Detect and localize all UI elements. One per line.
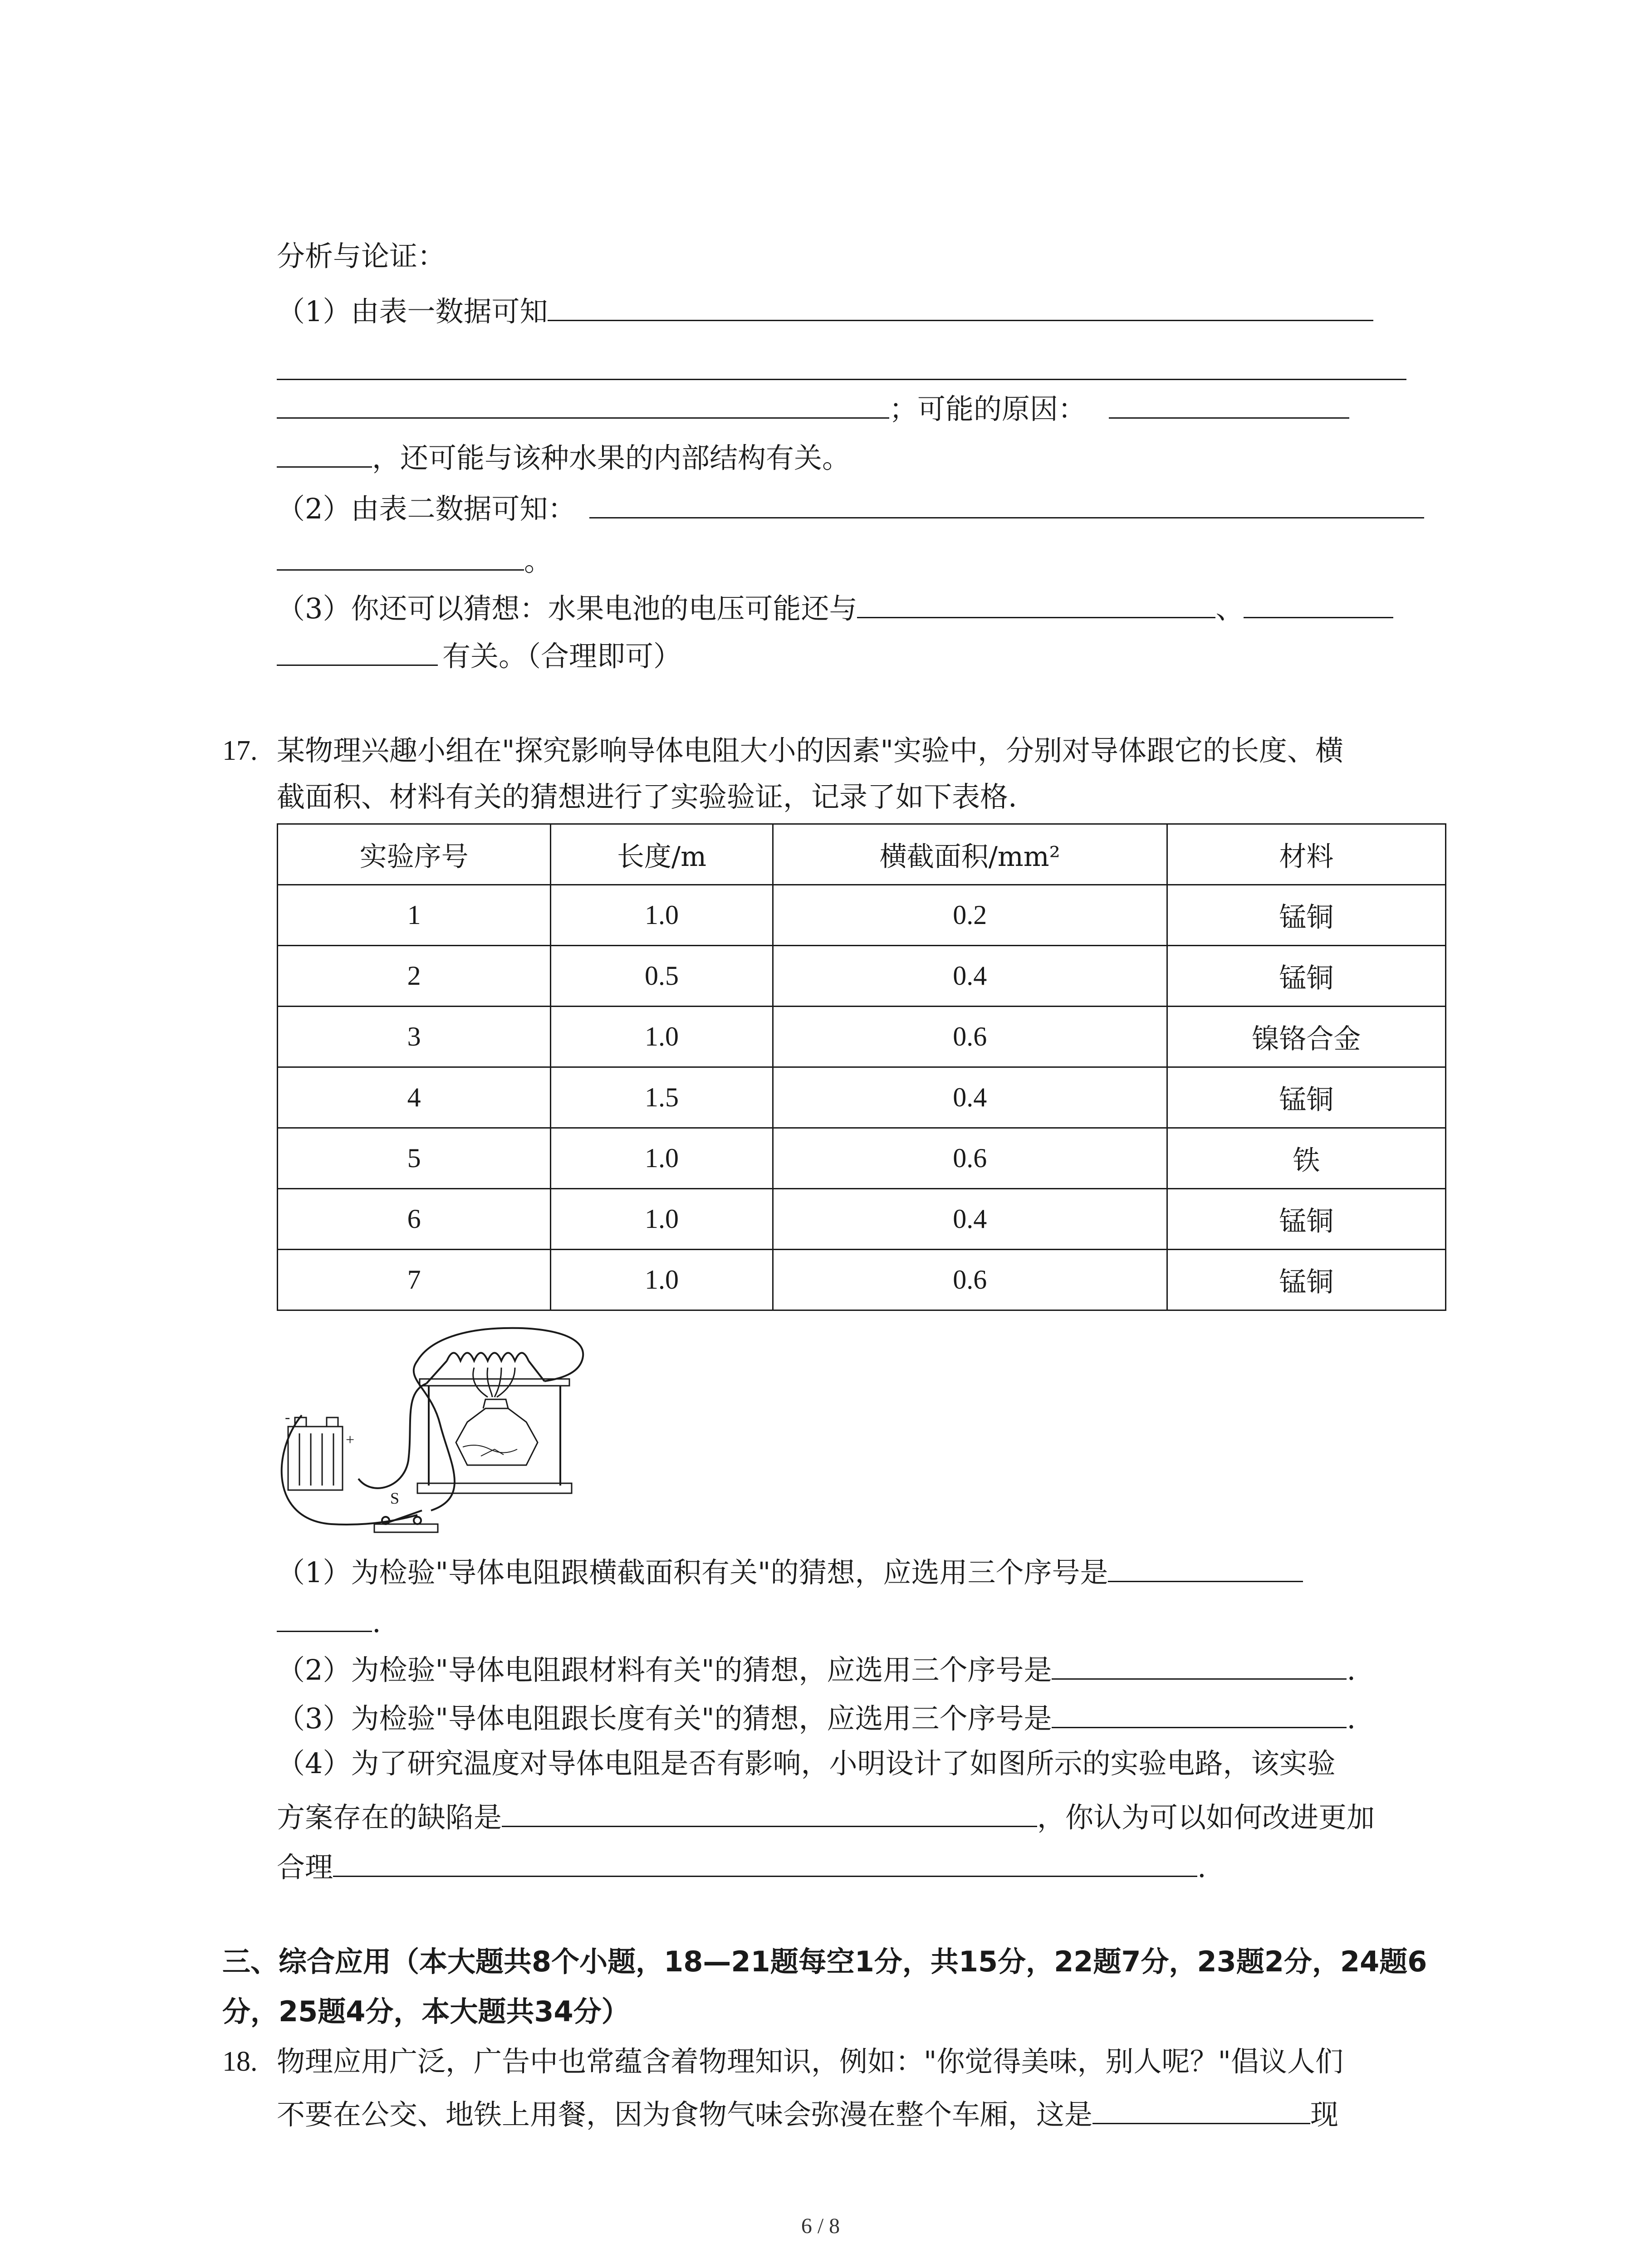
table-cell: 镍铬合金 — [1167, 1007, 1445, 1067]
question-number-17: 17. — [222, 735, 258, 766]
analysis-q2-end: 。 — [524, 544, 553, 577]
q17-sub1-line2 — [277, 1599, 381, 1643]
battery-plus-label: + — [346, 1432, 355, 1448]
question-number-18: 18. — [222, 2046, 258, 2077]
q17-sub3-prefix: （3）为检验"导体电阻跟长度有关"的猜想，应选用三个序号是 — [277, 1702, 1052, 1735]
table-row — [278, 1250, 1446, 1310]
analysis-heading: 分析与论证： — [277, 240, 446, 273]
answer-blank-q1b[interactable] — [277, 379, 1406, 380]
table-cell: 6 — [278, 1189, 551, 1250]
answer-blank-17-4b[interactable] — [333, 1844, 1197, 1877]
q17-sub2-prefix: （2）为检验"导体电阻跟材料有关"的猜想，应选用三个序号是 — [277, 1653, 1052, 1686]
analysis-q1-mid: ；可能的原因： — [889, 392, 1087, 425]
table-cell: 锰铜 — [1167, 1067, 1445, 1128]
switch-label: S — [390, 1489, 400, 1507]
battery-minus-label: - — [285, 1409, 290, 1426]
q17-sub4-line2-prefix: 方案存在的缺陷是 — [277, 1801, 502, 1834]
q17-sub4-line1: （4）为了研究温度对导体电阻是否有影响，小明设计了如图所示的实验电路，该实验 — [277, 1747, 1336, 1780]
page-number: 6 / 8 — [801, 2214, 840, 2238]
answer-blank-q1c[interactable] — [277, 386, 889, 419]
q17-sub4-line2-end: ，你认为可以如何改进更加 — [1037, 1801, 1375, 1834]
analysis-q2-prefix: （2）由表二数据可知： — [277, 492, 576, 525]
analysis-q3-line1 — [277, 585, 1393, 629]
q17-sub4-line3-prefix: 合理 — [277, 1851, 333, 1884]
section3-heading-line1: 三、综合应用（本大题共8个小题，18—21题每空1分，共15分，22题7分，23题2分，24题6 — [222, 1945, 1427, 1978]
table-header: 横截面积/mm² — [773, 824, 1167, 885]
q17-sub1-line1 — [277, 1549, 1303, 1593]
table-cell: 4 — [278, 1067, 551, 1128]
table-cell: 1.0 — [551, 885, 773, 946]
table-row — [278, 885, 1446, 946]
q17-sub4-line3-end: . — [1197, 1851, 1206, 1884]
answer-blank-q3a[interactable] — [857, 585, 1215, 618]
table-header: 长度/m — [551, 824, 773, 885]
table-header: 材料 — [1167, 824, 1445, 885]
q17-intro-line1: 某物理兴趣小组在"探究影响导体电阻大小的因素"实验中，分别对导体跟它的长度、横 — [277, 734, 1344, 767]
answer-blank-q3b[interactable] — [1244, 585, 1393, 618]
q17-sub3 — [277, 1695, 1356, 1739]
table-cell: 5 — [278, 1128, 551, 1189]
answer-blank-q3c[interactable] — [277, 633, 438, 666]
coil — [447, 1353, 529, 1361]
table-row — [278, 1007, 1446, 1067]
q17-sub3-end: . — [1347, 1702, 1356, 1735]
analysis-q1-line3 — [277, 386, 1349, 430]
q17-sub2-end: . — [1347, 1653, 1356, 1686]
analysis-q3-sep: 、 — [1215, 592, 1244, 625]
table-cell: 0.5 — [551, 946, 773, 1007]
answer-blank-q1a[interactable] — [548, 288, 1373, 321]
q17-sub2 — [277, 1647, 1356, 1691]
table-header-row — [278, 824, 1446, 885]
q17-sub1-prefix: （1）为检验"导体电阻跟横截面积有关"的猜想，应选用三个序号是 — [277, 1556, 1108, 1589]
table-cell: 1.0 — [551, 1189, 773, 1250]
analysis-q1-line1 — [277, 288, 1373, 332]
experiment-table — [277, 823, 1446, 1311]
answer-blank-q2a[interactable] — [589, 485, 1424, 518]
analysis-q2-line2 — [277, 538, 552, 582]
answer-blank-q1-reason-b[interactable] — [277, 435, 372, 468]
table-cell: 1.5 — [551, 1067, 773, 1128]
table-row — [278, 1189, 1446, 1250]
table-row — [278, 1128, 1446, 1189]
table-cell: 0.4 — [773, 1067, 1167, 1128]
table-cell: 锰铜 — [1167, 885, 1445, 946]
q17-intro-line2: 截面积、材料有关的猜想进行了实验验证，记录了如下表格. — [277, 780, 1017, 813]
section3-heading-line2: 分，25题4分，本大题共34分） — [222, 1995, 630, 2028]
circuit-figure — [268, 1325, 603, 1547]
table-cell: 3 — [278, 1007, 551, 1067]
answer-blank-17-2[interactable] — [1052, 1647, 1347, 1680]
table-cell: 0.2 — [773, 885, 1167, 946]
table-cell: 锰铜 — [1167, 1250, 1445, 1310]
table-cell: 1.0 — [551, 1250, 773, 1310]
analysis-q1-line4 — [277, 435, 850, 479]
table-cell: 1 — [278, 885, 551, 946]
table-cell: 0.6 — [773, 1250, 1167, 1310]
analysis-q1-prefix: （1）由表一数据可知 — [277, 295, 548, 328]
table-cell: 锰铜 — [1167, 946, 1445, 1007]
q18-line2 — [277, 2091, 1338, 2135]
table-cell: 0.6 — [773, 1128, 1167, 1189]
table-cell: 7 — [278, 1250, 551, 1310]
table-row — [278, 946, 1446, 1007]
answer-blank-17-1b[interactable] — [277, 1599, 372, 1632]
analysis-q3-prefix: （3）你还可以猜想：水果电池的电压可能还与 — [277, 592, 857, 625]
table-row — [278, 1067, 1446, 1128]
analysis-q3-end: 有关。（合理即可） — [442, 640, 682, 673]
q18-line1: 物理应用广泛，广告中也常蕴含着物理知识，例如："你觉得美味，别人呢？"倡议人们 — [277, 2045, 1344, 2078]
q18-line2-end: 现 — [1310, 2098, 1339, 2131]
answer-blank-q2b[interactable] — [277, 538, 524, 571]
table-cell: 1.0 — [551, 1007, 773, 1067]
answer-blank-17-1a[interactable] — [1108, 1549, 1303, 1582]
q18-line2-prefix: 不要在公交、地铁上用餐，因为食物气味会弥漫在整个车厢，这是 — [277, 2098, 1093, 2131]
table-cell: 0.4 — [773, 946, 1167, 1007]
table-cell: 0.4 — [773, 1189, 1167, 1250]
analysis-q2-line1 — [277, 485, 1424, 529]
analysis-q3-line2 — [277, 633, 681, 677]
table-cell: 2 — [278, 946, 551, 1007]
q17-sub4-line3 — [277, 1844, 1206, 1888]
table-cell: 0.6 — [773, 1007, 1167, 1067]
wire-middle — [358, 1383, 426, 1488]
table-cell: 1.0 — [551, 1128, 773, 1189]
answer-blank-17-3[interactable] — [1052, 1695, 1347, 1728]
answer-blank-18a[interactable] — [1092, 2091, 1310, 2124]
analysis-q1-end: ，还可能与该种水果的内部结构有关。 — [372, 441, 851, 474]
answer-blank-q1-reason-a[interactable] — [1109, 386, 1349, 419]
table-header: 实验序号 — [278, 824, 551, 885]
q17-sub1-end: . — [372, 1606, 381, 1639]
table-cell: 锰铜 — [1167, 1189, 1445, 1250]
table-cell: 铁 — [1167, 1128, 1445, 1189]
answer-blank-17-4a[interactable] — [502, 1794, 1037, 1827]
q17-sub4-line2 — [277, 1794, 1375, 1838]
